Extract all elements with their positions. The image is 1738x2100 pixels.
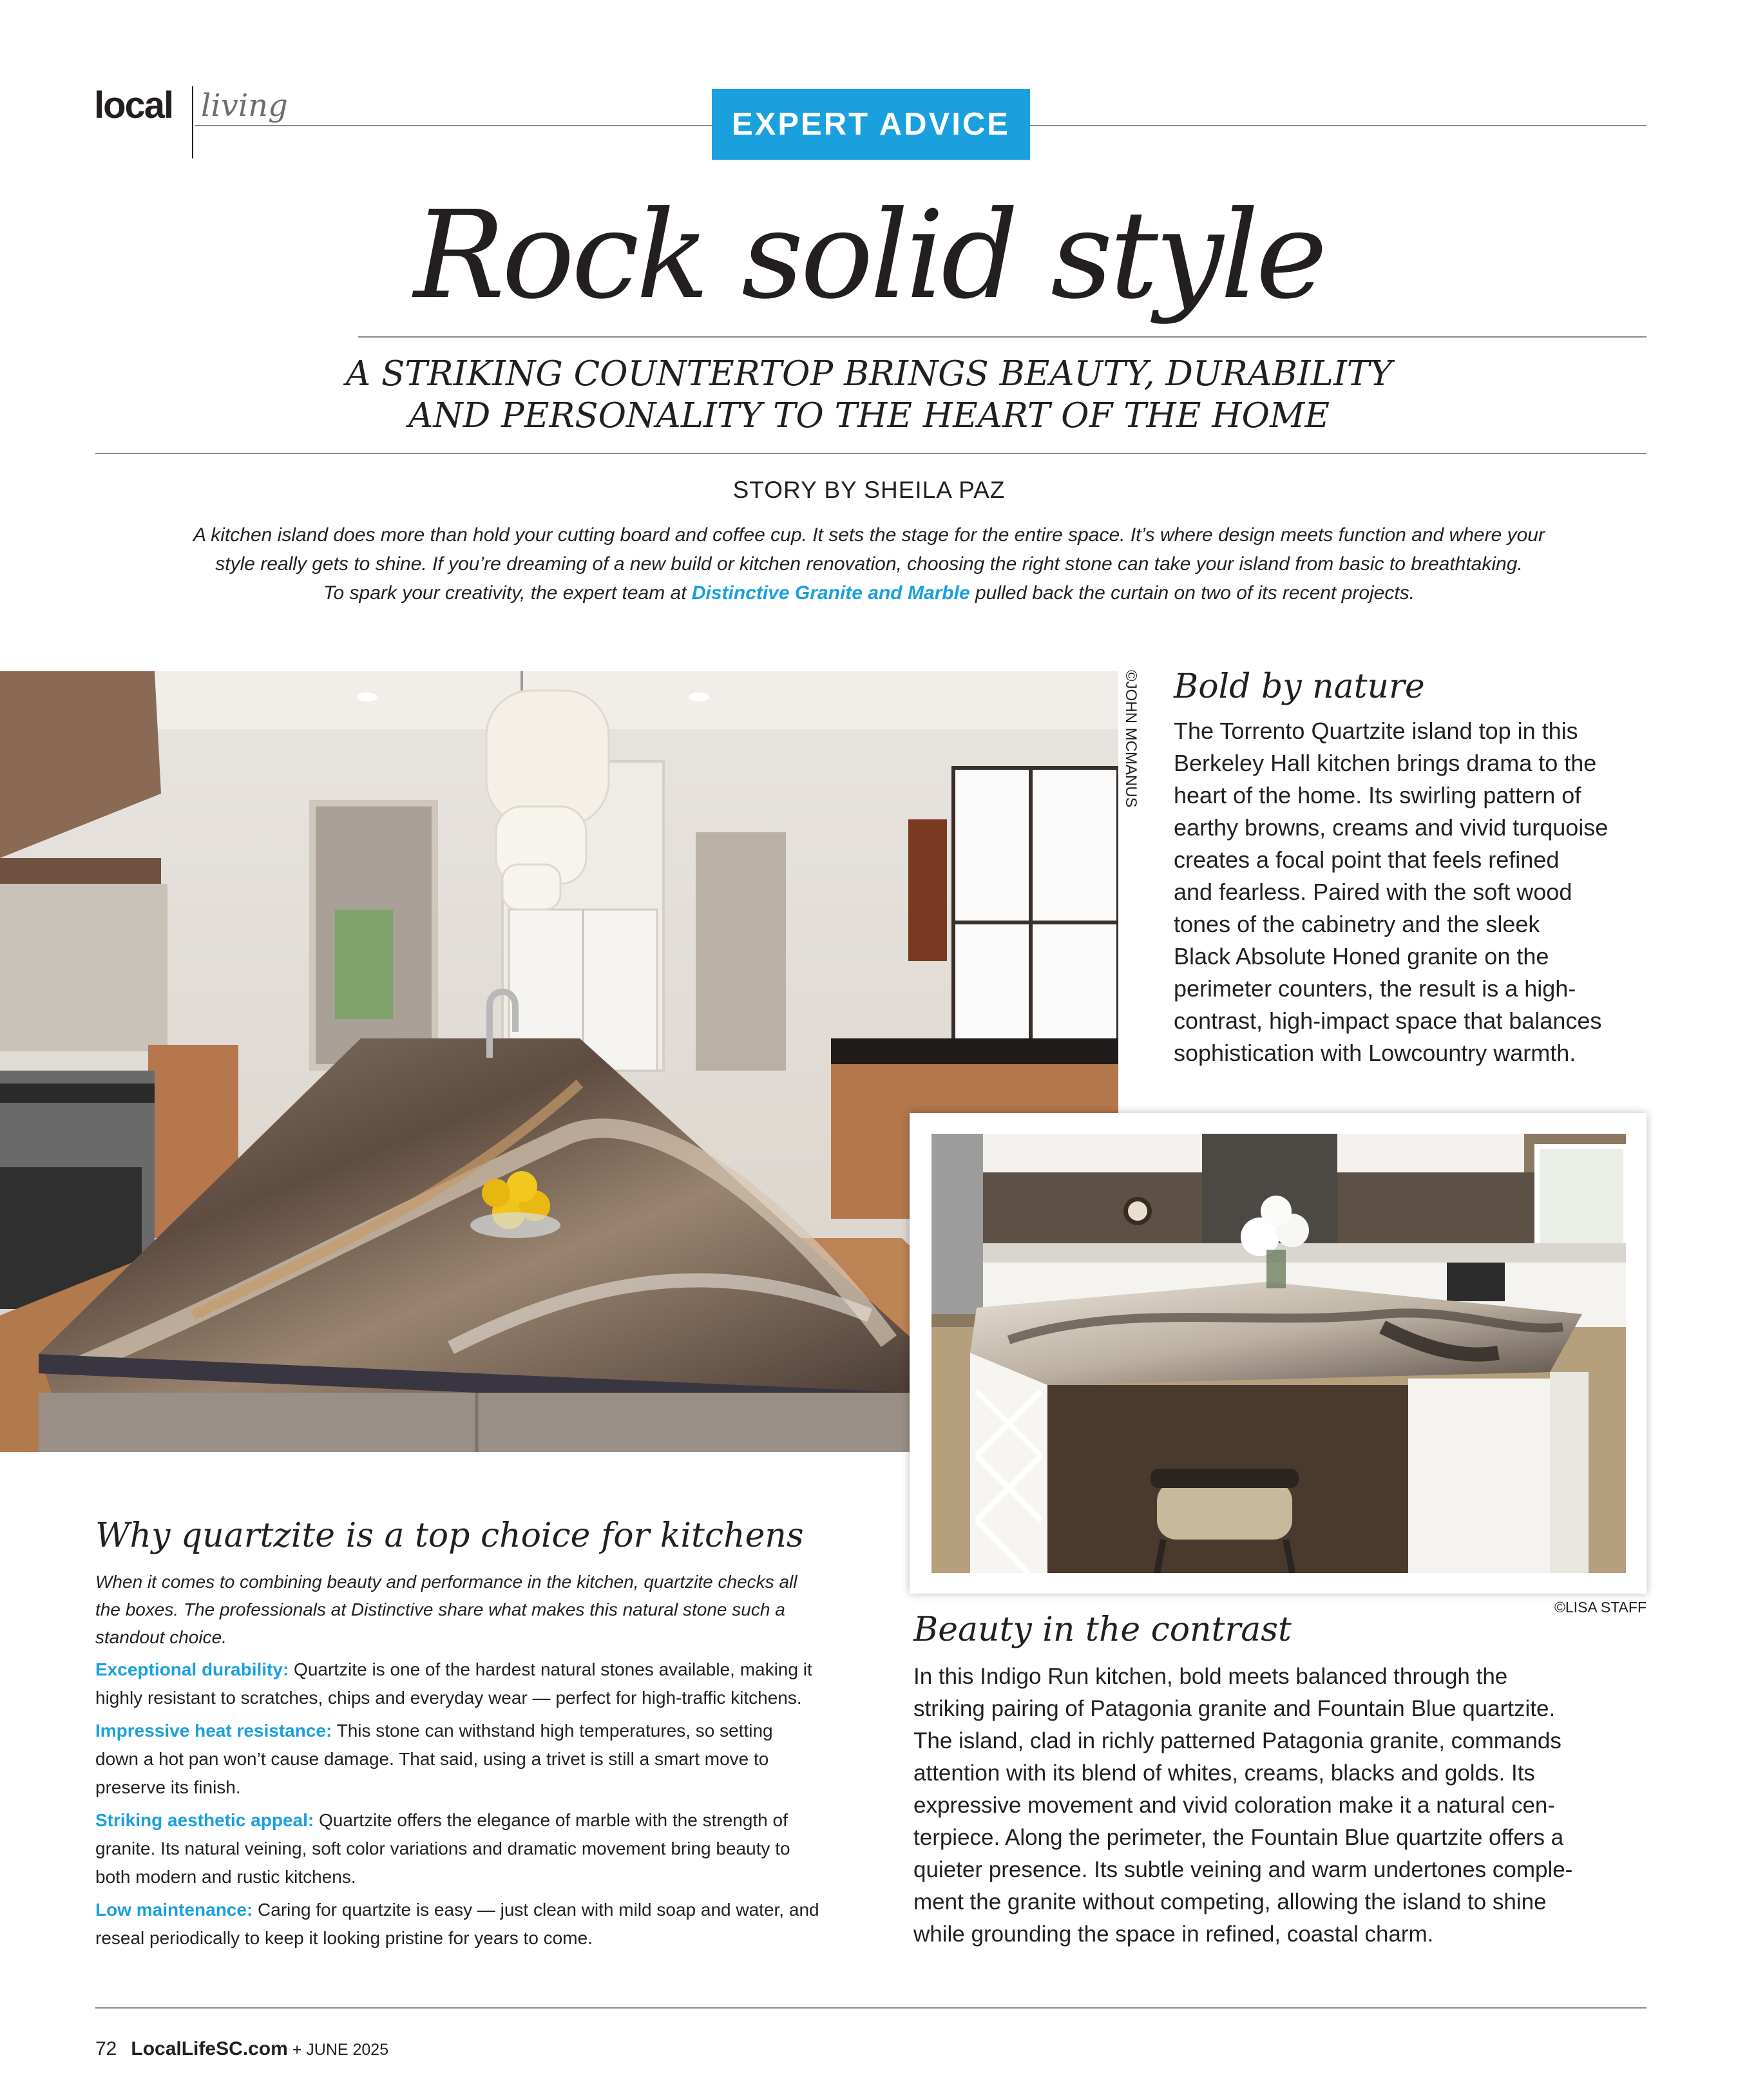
paragraph-line: ment the granite without competing, allowing the island to shine <box>913 1889 1547 1914</box>
paragraph-line: earthy browns, creams and vivid turquoise <box>1174 814 1609 841</box>
paragraph-line: expressive movement and vivid coloration make it a natural cen- <box>913 1793 1556 1818</box>
benefit-line: reseal periodically to keep it looking pristine for years to come. <box>95 1928 593 1948</box>
subtitle-line: A STRIKING COUNTERTOP BRINGS BEAUTY, DURABILITY <box>345 354 1393 394</box>
benefit-label: Striking aesthetic appeal: <box>95 1810 314 1830</box>
paragraph-line: In this Indigo Run kitchen, bold meets balanced through the <box>913 1664 1508 1689</box>
paragraph-line: The Torrento Quartzite island top in this <box>1174 718 1578 744</box>
intro-line: style really gets to shine. If you’re dreaming of a new build or kitchen renovation, choosing the right stone can take your island from basic to breathtaking. <box>215 553 1523 575</box>
intro-line: A kitchen island does more than hold your cutting board and coffee cup. It sets the stage for the entire space. It’s where design meets function and where your <box>193 524 1545 546</box>
quartzite-benefits-list <box>95 1656 868 1957</box>
footer-separator: + <box>287 2041 307 2059</box>
magazine-logo-living: living <box>201 88 288 124</box>
section-heading-beauty-in-contrast: Beauty in the contrast <box>913 1610 1292 1649</box>
page-footer <box>95 2038 388 2060</box>
benefit-item-low-maintenance <box>95 1896 868 1952</box>
section-heading-bold-by-nature: Bold by nature <box>1174 667 1425 706</box>
intro-paragraph <box>148 520 1590 607</box>
benefit-text: Quartzite is one of the hardest natural stones available, making it <box>289 1659 812 1679</box>
photo-credit-john-mcmanus <box>1118 670 1140 807</box>
paragraph-line: tones of the cabinetry and the sleek <box>1174 911 1540 937</box>
benefit-item-aesthetic-appeal <box>95 1806 868 1891</box>
paragraph-line: Berkeley Hall kitchen brings drama to the <box>1174 750 1597 776</box>
paragraph-line: sophistication with Lowcountry warmth. <box>1174 1040 1576 1066</box>
benefit-line <box>95 1806 868 1835</box>
benefit-label: Low maintenance: <box>95 1900 253 1920</box>
paragraph-line: terpiece. Along the perimeter, the Fountain Blue quartzite offers a <box>913 1825 1564 1850</box>
paragraph-line: The island, clad in richly patterned Patagonia granite, commands <box>913 1728 1561 1753</box>
paragraph-line: heart of the home. Its swirling pattern of <box>1174 782 1581 808</box>
intro-line <box>148 578 1590 607</box>
intro-text: pulled back the curtain on two of its recent projects. <box>969 582 1415 604</box>
article-subtitle <box>0 353 1738 437</box>
issue-date: JUNE 2025 <box>306 2041 389 2059</box>
section-heading-why-quartzite: Why quartzite is a top choice for kitchens <box>95 1516 804 1555</box>
paragraph-line: creates a focal point that feels refined <box>1174 846 1560 873</box>
paragraph-line: while grounding the space in refined, coastal charm. <box>913 1922 1434 1947</box>
benefit-line: highly resistant to scratches, chips and everyday wear — perfect for high-traffic kitchens. <box>95 1688 802 1708</box>
benefit-text: Quartzite offers the elegance of marble with the strength of <box>314 1810 788 1830</box>
logo-divider <box>192 86 193 158</box>
section-tag: EXPERT ADVICE <box>712 89 1030 160</box>
kitchen-photo-indigo-run <box>931 1134 1626 1573</box>
intro-line: When it comes to combining beauty and performance in the kitchen, quartzite checks all <box>95 1572 797 1592</box>
paragraph-line: quieter presence. Its subtle veining and warm undertones comple- <box>913 1857 1573 1882</box>
benefit-text: Caring for quartzite is easy — just clean with mild soap and water, and <box>253 1900 819 1920</box>
why-quartzite-intro <box>95 1568 855 1651</box>
intro-line: standout choice. <box>95 1627 227 1647</box>
article-title: Rock solid style <box>414 185 1324 326</box>
benefit-line <box>95 1656 868 1684</box>
byline: STORY BY SHEILA PAZ <box>732 477 1006 503</box>
intro-line: the boxes. The professionals at Distinctive share what makes this natural stone such a <box>95 1599 785 1619</box>
photo-credit-text: ©JOHN MCMANUS <box>1122 670 1140 808</box>
website-link[interactable]: LocalLifeSC.com <box>131 2038 288 2059</box>
benefit-line: both modern and rustic kitchens. <box>95 1867 356 1887</box>
subtitle-rule <box>95 453 1647 454</box>
page-number: 72 <box>95 2038 117 2059</box>
photo-credit-lisa-staff: ©LISA STAFF <box>1554 1599 1647 1616</box>
benefit-line <box>95 1896 868 1924</box>
benefit-line: preserve its finish. <box>95 1777 241 1797</box>
magazine-logo-local: local <box>94 84 173 126</box>
intro-text: To spark your creativity, the expert team at <box>323 582 692 604</box>
benefit-label: Impressive heat resistance: <box>95 1721 332 1741</box>
paragraph-line: attention with its blend of whites, creams, blacks and golds. Its <box>913 1761 1535 1786</box>
benefit-item-durability <box>95 1656 868 1712</box>
title-rule <box>358 336 1647 338</box>
paragraph-line: contrast, high-impact space that balances <box>1174 1007 1602 1034</box>
paragraph-line: striking pairing of Patagonia granite and Fountain Blue quartzite. <box>913 1696 1556 1721</box>
benefit-line <box>95 1717 868 1745</box>
benefit-line: granite. Its natural veining, soft color variations and dramatic movement bring beauty to <box>95 1838 790 1858</box>
company-name: Distinctive Granite and Marble <box>691 582 970 604</box>
beauty-in-contrast-paragraph <box>913 1661 1648 1951</box>
bold-by-nature-paragraph <box>1174 715 1650 1069</box>
paragraph-line: Black Absolute Honed granite on the <box>1174 943 1549 969</box>
benefit-item-heat-resistance <box>95 1717 868 1802</box>
paragraph-line: perimeter counters, the result is a high- <box>1174 975 1576 1002</box>
paragraph-line: and fearless. Paired with the soft wood <box>1174 879 1572 905</box>
subtitle-line: AND PERSONALITY TO THE HEART OF THE HOME <box>408 396 1330 435</box>
benefit-text: This stone can withstand high temperatures, so setting <box>332 1721 773 1741</box>
benefit-line: down a hot pan won’t cause damage. That said, using a trivet is still a smart move to <box>95 1749 769 1769</box>
footer-rule <box>95 2007 1647 2009</box>
benefit-label: Exceptional durability: <box>95 1659 289 1679</box>
